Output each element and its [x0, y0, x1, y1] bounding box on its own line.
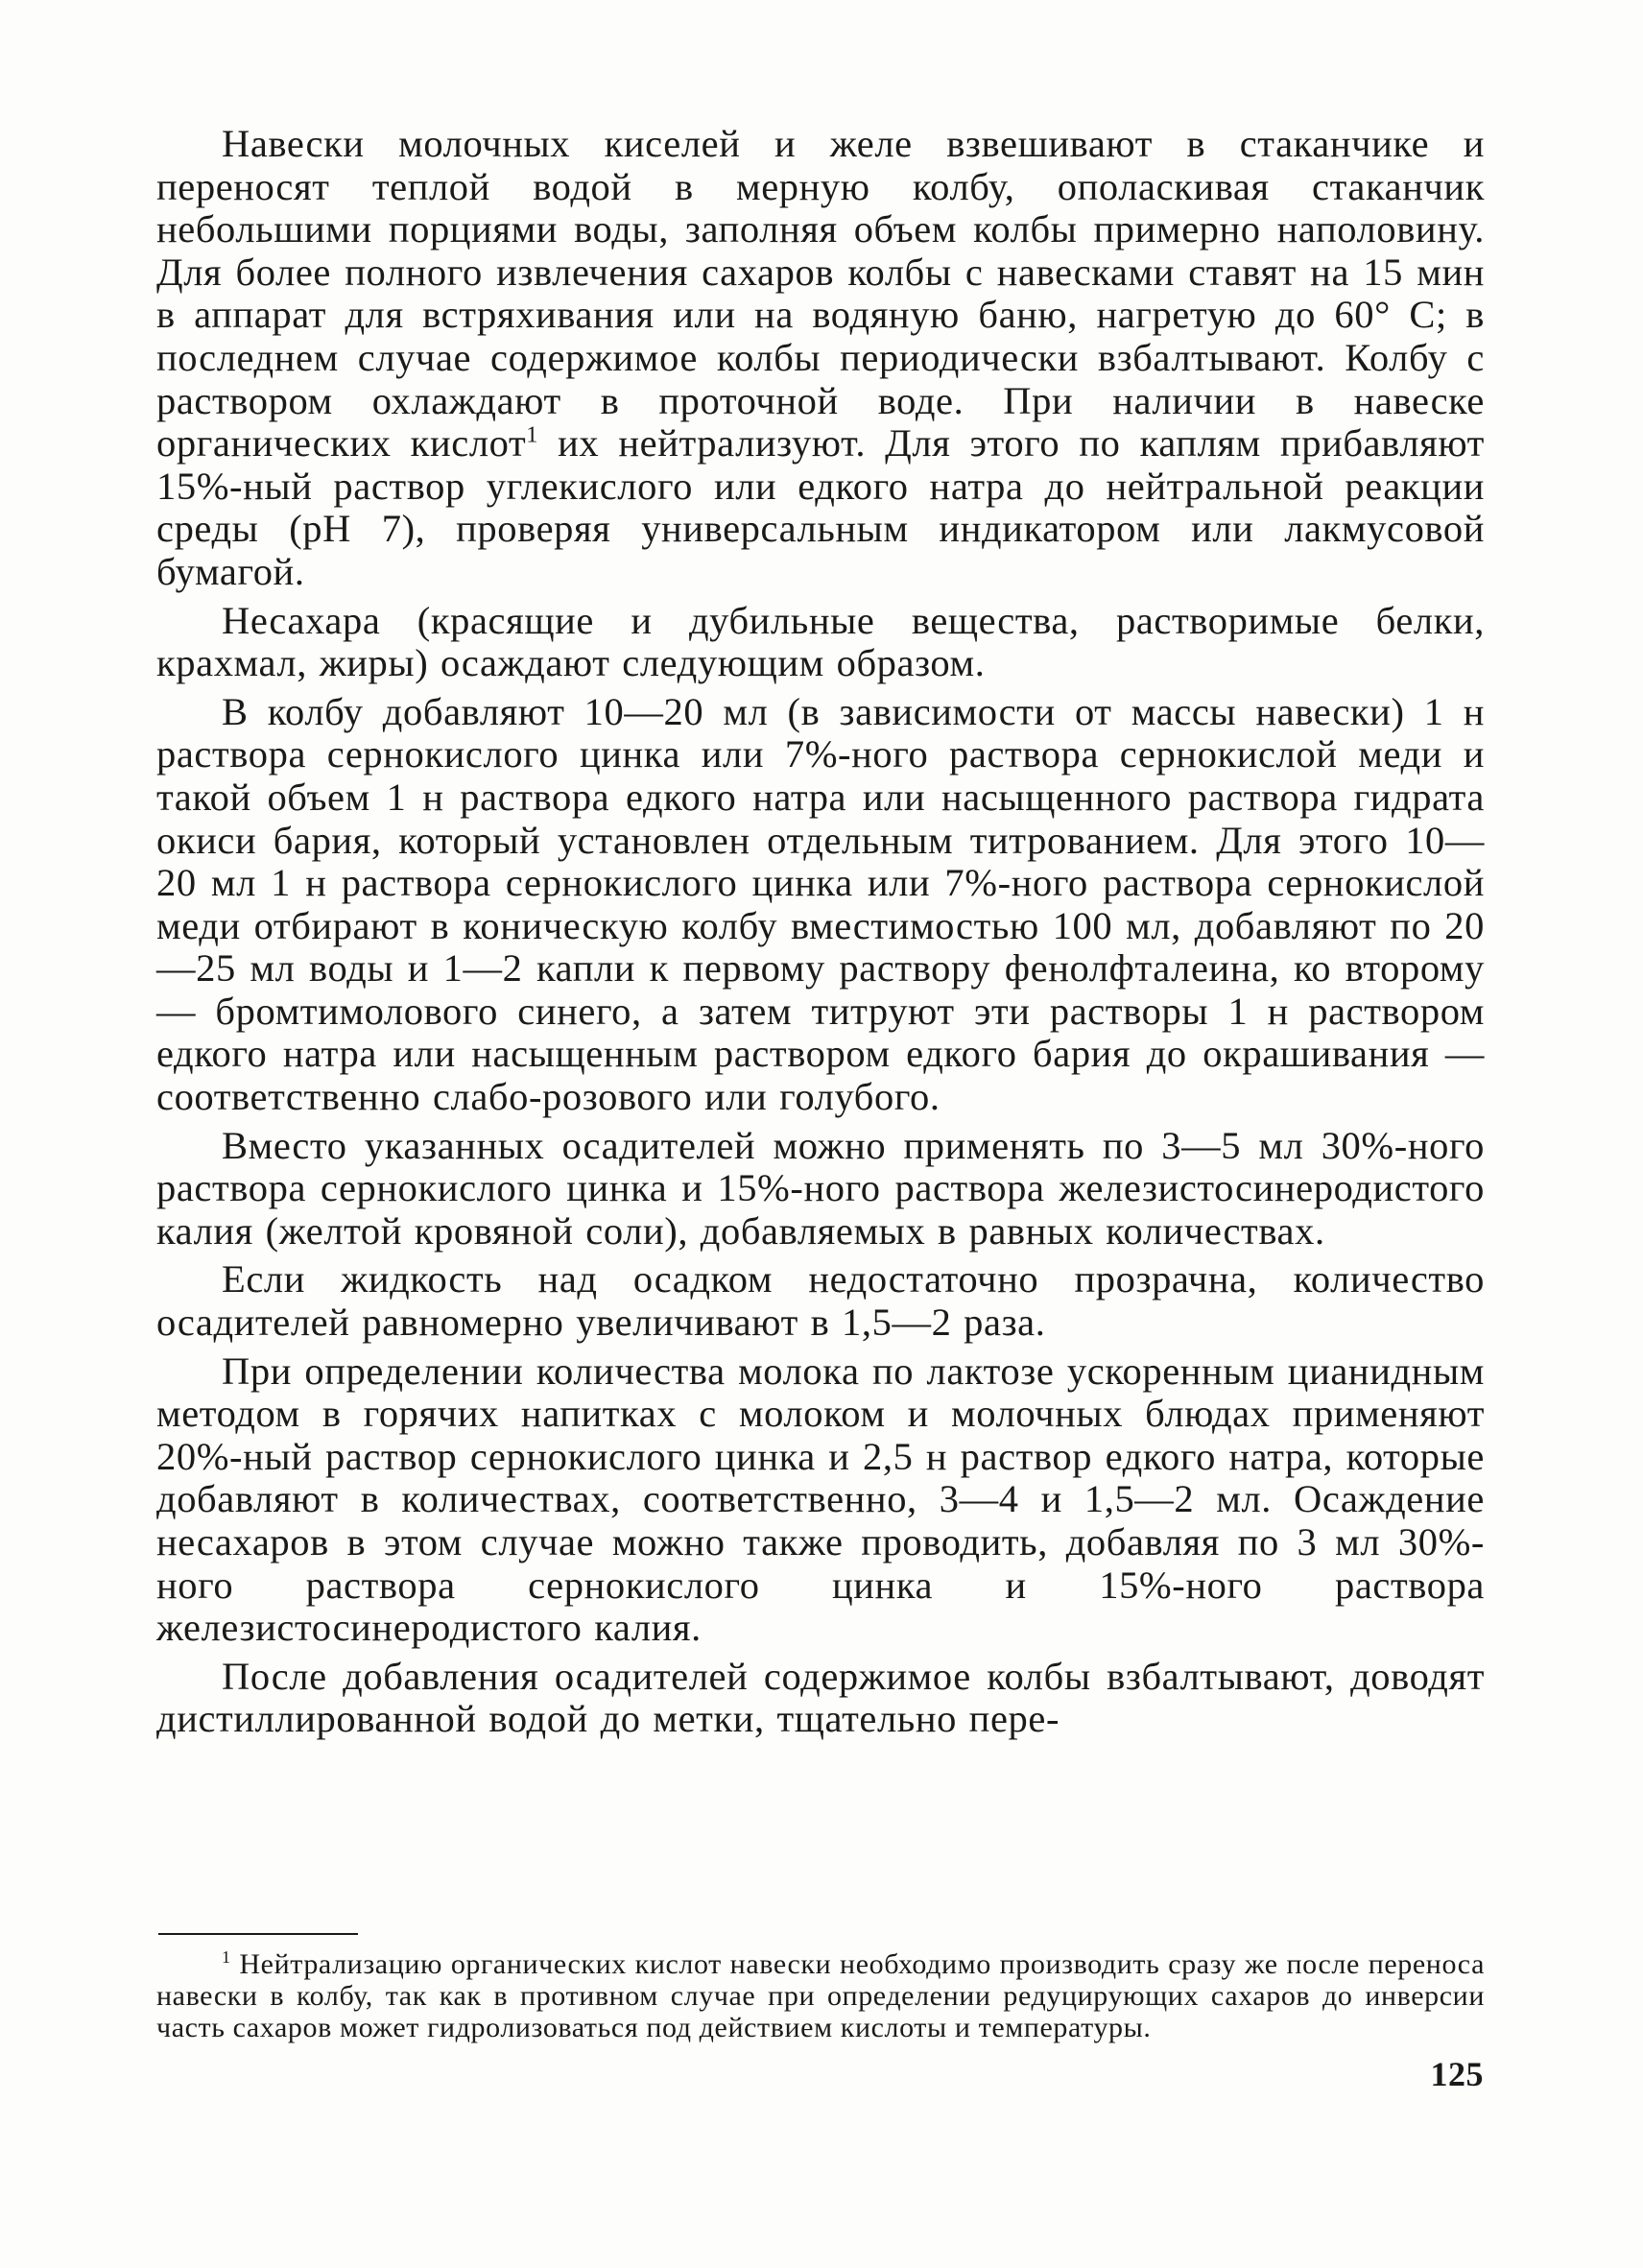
paragraph-6: При определении количества молока по лактозе ускоренным цианидным методом в горячих напитках с молоком и молочных блюдах применяют 20%-ный раствор сернокислого цинка и 2,5 н раствор едкого натра, которые добавляют в количествах, соответственно, 3—4 и 1,5—2 мл. Осаждение несахаров в этом случае можно также проводить, добавляя по 3 мл 30%-ного раствора сернокислого цинка и 15%-ного раствора железистосинеродистого калия. — [156, 1349, 1485, 1650]
footnote-divider — [158, 1933, 358, 1935]
paragraph-5: Если жидкость над осадком недостаточно прозрачна, количество осадителей равномерно увеличивают в 1,5—2 раза. — [156, 1257, 1485, 1345]
footnote-reference: 1 — [526, 421, 538, 448]
footnote-mark: 1 — [222, 1947, 231, 1967]
paragraph-7: После добавления осадителей содержимое колбы взбалтывают, доводят дистиллированной водой до метки, тщательно пере- — [156, 1654, 1485, 1741]
page-number: 125 — [1430, 2055, 1484, 2093]
paragraph-1 — [156, 123, 1485, 594]
body-text — [156, 123, 1485, 1747]
paragraph-4: Вместо указанных осадителей можно применять по 3—5 мл 30%-ного раствора сернокислого цинка и 15%-ного раствора железистосинеродистого калия (желтой кровяной соли), добавляемых в равных количествах. — [156, 1123, 1485, 1253]
paragraph-2: Несахара (красящие и дубильные вещества, растворимые белки, крахмал, жиры) осаждают следующим образом. — [156, 598, 1485, 685]
footnote — [156, 1948, 1485, 2043]
paragraph-1-tail: их нейтрализуют. Для этого по каплям прибавляют 15%-ный раствор углекислого или едкого натра до нейтральной реакции среды (pH 7), проверяя универсальным индикатором или лакмусовой бумагой. — [156, 421, 1485, 593]
paragraph-3: В колбу добавляют 10—20 мл (в зависимости от массы навески) 1 н раствора сернокислого цинка или 7%-ного раствора сернокислой меди и такой объем 1 н раствора едкого натра или насыщенного раствора гидрата окиси бария, который установлен отдельным титрованием. Для этого 10—20 мл 1 н раствора сернокислого цинка или 7%-ного раствора сернокислой меди отбирают в коническую колбу вместимостью 100 мл, добавляют по 20—25 мл воды и 1—2 капли к первому раствору фенолфталеина, ко второму — бромтимолового синего, а затем титруют эти растворы 1 н раствором едкого натра или насыщенным раствором едкого бария до окрашивания — соответственно слабо-розового или голубого. — [156, 689, 1485, 1119]
paragraph-1-text: Навески молочных киселей и желе взвешивают в стаканчике и переносят теплой водой в мерную колбу, ополаскивая стаканчик небольшими порциями воды, заполняя объем колбы примерно наполовину. Для более полного извлечения сахаров колбы с навесками ставят на 15 мин в аппарат для встряхивания или на водяную баню, нагретую до 60° С; в последнем случае содержимое колбы периодически взбалтывают. Колбу с раствором охлаждают в проточной воде. При наличии в навеске органических кислот — [156, 122, 1485, 466]
footnote-text: Нейтрализацию органических кислот навески необходимо производить сразу же после переноса навески в колбу, так как в противном случае при определении редуцирующих сахаров до инверсии часть сахаров может гидролизоваться под действием кислоты и температуры. — [156, 1948, 1485, 2043]
